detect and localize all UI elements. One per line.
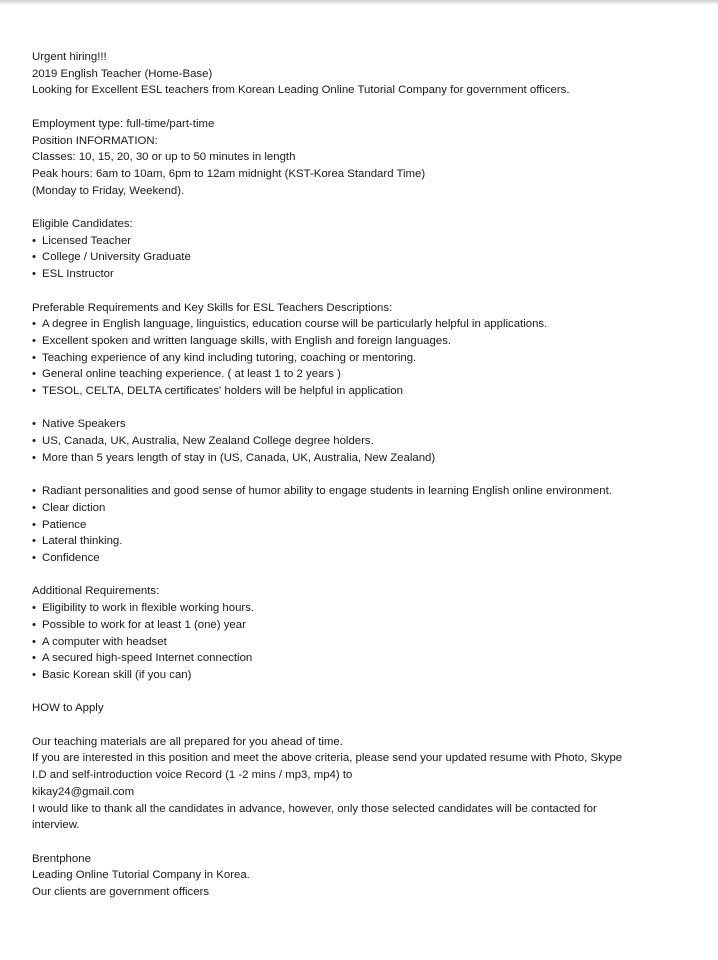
list-item-text: US, Canada, UK, Australia, New Zealand College degree holders.: [42, 435, 374, 448]
bullet-icon: •: [32, 385, 36, 398]
list-item-text: Lateral thinking.: [42, 535, 123, 548]
list-item-text: A degree in English language, linguistics, education course will be particularly helpful in applications.: [42, 318, 548, 331]
list-item-text: College / University Graduate: [42, 251, 191, 264]
list-item-text: Patience: [42, 518, 87, 531]
bullet-icon: •: [32, 268, 36, 281]
list-item: [32, 517, 702, 534]
bullet-icon: •: [32, 234, 36, 247]
list-item: [32, 316, 702, 333]
additional-heading: Additional Requirements:: [32, 585, 160, 598]
list-item: [32, 617, 702, 634]
spacer: [32, 467, 702, 484]
bullet-icon: •: [32, 251, 36, 264]
list-item-text: Clear diction: [42, 501, 106, 514]
list-item: [32, 433, 702, 450]
bullet-icon: •: [32, 451, 36, 464]
apply-instruction-line-cont: I.D and self-introduction voice Record (1 -2 mins / mp3, mp4) to: [32, 769, 353, 782]
days-line: (Monday to Friday, Weekend).: [32, 184, 185, 197]
urgent-hiring-line: Urgent hiring!!!: [32, 51, 107, 63]
list-item: [32, 550, 702, 567]
signature-company: Leading Online Tutorial Company in Korea.: [32, 869, 250, 882]
list-item-text: ESL Instructor: [42, 268, 114, 281]
spacer: [32, 400, 702, 417]
list-item-text: Basic Korean skill (if you can): [42, 668, 192, 681]
list-item-text: Confidence: [42, 552, 100, 565]
list-item: [32, 350, 702, 367]
list-item-text: Possible to work for at least 1 (one) year: [42, 618, 246, 631]
bullet-icon: •: [32, 351, 36, 364]
bullet-icon: •: [32, 318, 36, 331]
spacer: [32, 684, 702, 701]
list-item: [32, 266, 702, 283]
list-item-text: TESOL, CELTA, DELTA certificates' holders will be helpful in application: [42, 385, 403, 398]
list-item: [32, 500, 702, 517]
list-item: [32, 533, 702, 550]
list-item: [32, 383, 702, 400]
intro-line: Looking for Excellent ESL teachers from Korean Leading Online Tutorial Company for government officers.: [32, 84, 570, 97]
spacer: [32, 834, 702, 851]
signature-name: Brentphone: [32, 852, 91, 865]
how-to-apply-heading: HOW to Apply: [32, 702, 104, 715]
bullet-icon: •: [32, 668, 36, 681]
list-item: [32, 634, 702, 651]
bullet-icon: •: [32, 635, 36, 648]
thanks-line-cont: interview.: [32, 819, 80, 832]
list-item: [32, 600, 702, 617]
job-title-line: 2019 English Teacher (Home-Base): [32, 67, 213, 80]
list-item: [32, 366, 702, 383]
position-info-heading: Position INFORMATION:: [32, 134, 158, 147]
bullet-icon: •: [32, 552, 36, 565]
job-posting-document: [32, 49, 702, 901]
bullet-icon: •: [32, 435, 36, 448]
materials-line: Our teaching materials are all prepared for you ahead of time.: [32, 735, 343, 748]
list-item-text: General online teaching experience. ( at least 1 to 2 years ): [42, 368, 341, 381]
list-item: [32, 333, 702, 350]
bullet-icon: •: [32, 368, 36, 381]
list-item: [32, 667, 702, 684]
list-item-text: A computer with headset: [42, 635, 167, 648]
list-item-text: Licensed Teacher: [42, 234, 132, 247]
list-item: [32, 416, 702, 433]
spacer: [32, 199, 702, 216]
bullet-icon: •: [32, 418, 36, 431]
bullet-icon: •: [32, 618, 36, 631]
page-top-edge: [0, 0, 718, 5]
list-item-text: More than 5 years length of stay in (US, Canada, UK, Australia, New Zealand): [42, 451, 436, 464]
bullet-icon: •: [32, 501, 36, 514]
list-item: [32, 650, 702, 667]
list-item-text: Teaching experience of any kind including tutoring, coaching or mentoring.: [42, 351, 417, 364]
list-item-text: Excellent spoken and written language skills, with English and foreign languages.: [42, 334, 452, 347]
spacer: [32, 99, 702, 116]
list-item-text: Native Speakers: [42, 418, 126, 431]
bullet-icon: •: [32, 334, 36, 347]
eligible-heading: Eligible Candidates:: [32, 218, 133, 230]
contact-email: kikay24@gmail.com: [32, 785, 135, 798]
classes-line: Classes: 10, 15, 20, 30 or up to 50 minutes in length: [32, 151, 296, 164]
spacer: [32, 717, 702, 734]
list-item: [32, 450, 702, 467]
bullet-icon: •: [32, 535, 36, 548]
bullet-icon: •: [32, 602, 36, 615]
list-item-text: Eligibility to work in flexible working hours.: [42, 602, 255, 615]
preferable-heading: Preferable Requirements and Key Skills for ESL Teachers Descriptions:: [32, 301, 393, 314]
employment-type-line: Employment type: full-time/part-time: [32, 117, 215, 130]
bullet-icon: •: [32, 485, 36, 498]
list-item-text: Radiant personalities and good sense of humor ability to engage students in learning English online environment.: [42, 485, 612, 498]
list-item-text: A secured high-speed Internet connection: [42, 652, 253, 665]
list-item: [32, 483, 702, 500]
spacer: [32, 283, 702, 300]
list-item: [32, 249, 702, 266]
thanks-line: I would like to thank all the candidates in advance, however, only those selected candidates will be contacted for: [32, 802, 597, 815]
peak-hours-line: Peak hours: 6am to 10am, 6pm to 12am midnight (KST-Korea Standard Time): [32, 167, 426, 180]
apply-instruction-line: If you are interested in this position and meet the above criteria, please send your updated resume with Photo, Skype: [32, 752, 623, 765]
list-item: [32, 233, 702, 250]
spacer: [32, 567, 702, 584]
signature-clients: Our clients are government officers: [32, 886, 210, 899]
bullet-icon: •: [32, 652, 36, 665]
bullet-icon: •: [32, 518, 36, 531]
